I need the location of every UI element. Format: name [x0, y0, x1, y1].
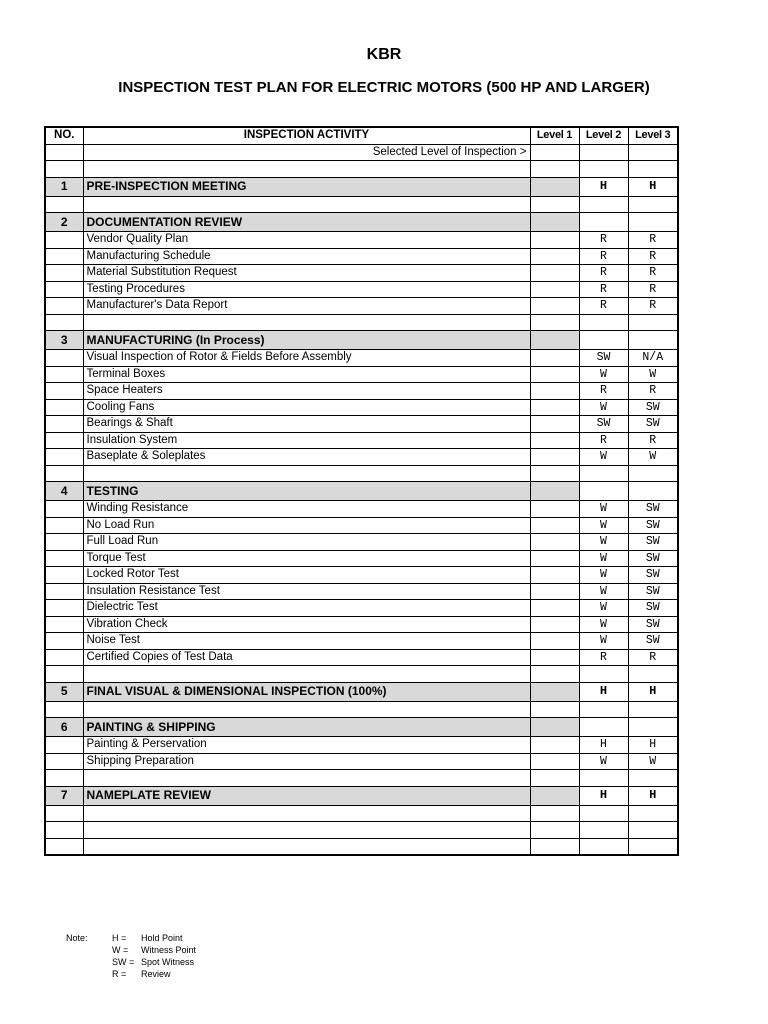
level-1-cell: [530, 399, 579, 416]
empty-cell: [83, 666, 530, 683]
level-1-cell: [530, 718, 579, 737]
empty-cell: [45, 616, 83, 633]
table-header-row: [45, 127, 678, 144]
level-2-cell: W: [579, 600, 628, 617]
document-title-clip: [40, 79, 728, 96]
activity-name: Shipping Preparation: [83, 753, 530, 770]
empty-cell: [45, 501, 83, 518]
level-2-cell: R: [579, 383, 628, 400]
blank-row: [45, 314, 678, 331]
legend-meaning: Spot Witness: [141, 957, 195, 967]
level-3-cell: W: [628, 753, 678, 770]
level-1-cell: [530, 449, 579, 466]
level-1-cell: [530, 583, 579, 600]
section-title: DOCUMENTATION REVIEW: [83, 213, 530, 232]
activity-name: Winding Resistance: [83, 501, 530, 518]
level-3-cell: SW: [628, 416, 678, 433]
empty-cell: [579, 822, 628, 839]
level-2-cell: [579, 718, 628, 737]
empty-cell: [628, 822, 678, 839]
level-1-cell: [530, 416, 579, 433]
activity-name: Manufacturing Schedule: [83, 248, 530, 265]
level-3-cell: R: [628, 281, 678, 298]
level-1-cell: [530, 600, 579, 617]
empty-cell: [83, 838, 530, 855]
empty-cell: [45, 449, 83, 466]
activity-row: [45, 248, 678, 265]
level-3-cell: R: [628, 649, 678, 666]
activity-row: [45, 550, 678, 567]
activity-row: [45, 350, 678, 367]
level-1-cell: [530, 649, 579, 666]
activity-row: [45, 449, 678, 466]
empty-cell: [83, 770, 530, 787]
section-row: [45, 213, 678, 232]
level-2-cell: [579, 331, 628, 350]
empty-cell: [628, 805, 678, 822]
activity-name: Cooling Fans: [83, 399, 530, 416]
empty-cell: [45, 432, 83, 449]
activity-name: Bearings & Shaft: [83, 416, 530, 433]
level-2-cell: W: [579, 366, 628, 383]
empty-cell: [530, 314, 579, 331]
activity-row: [45, 633, 678, 650]
section-row: [45, 177, 678, 196]
level-3-cell: R: [628, 265, 678, 282]
empty-cell: [579, 770, 628, 787]
section-row: [45, 331, 678, 350]
level-1-cell: [530, 482, 579, 501]
level-1-cell: [530, 567, 579, 584]
blank-row: [45, 161, 678, 178]
level-3-cell: W: [628, 366, 678, 383]
empty-cell: [45, 633, 83, 650]
empty-cell: [530, 196, 579, 213]
empty-cell: [45, 314, 83, 331]
section-number: 2: [45, 213, 83, 232]
empty-cell: [45, 517, 83, 534]
level-1-cell: [530, 350, 579, 367]
activity-row: [45, 232, 678, 249]
level-3-cell: H: [628, 786, 678, 805]
level-3-cell: SW: [628, 517, 678, 534]
blank-row: [45, 666, 678, 683]
level-2-cell: W: [579, 633, 628, 650]
level-3-cell: R: [628, 383, 678, 400]
level-3-cell: SW: [628, 534, 678, 551]
level-1-cell: [530, 786, 579, 805]
column-header-level-3: Level 3: [628, 127, 678, 144]
level-1-cell: [530, 265, 579, 282]
document-title: INSPECTION TEST PLAN FOR ELECTRIC MOTORS (500 HP AND LARGER): [118, 79, 650, 96]
empty-cell: [45, 416, 83, 433]
activity-name: Certified Copies of Test Data: [83, 649, 530, 666]
legend-abbreviation: SW =: [112, 957, 135, 967]
level-3-cell: R: [628, 232, 678, 249]
level-1-cell: [530, 177, 579, 196]
empty-cell: [530, 161, 579, 178]
activity-row: [45, 432, 678, 449]
level-3-cell: [628, 718, 678, 737]
level-3-cell: SW: [628, 399, 678, 416]
level-2-cell: W: [579, 616, 628, 633]
activity-name: Baseplate & Soleplates: [83, 449, 530, 466]
empty-cell: [628, 701, 678, 718]
activity-name: Insulation Resistance Test: [83, 583, 530, 600]
activity-name: Painting & Perservation: [83, 737, 530, 754]
level-1-cell: [530, 383, 579, 400]
empty-cell: [45, 701, 83, 718]
empty-cell: [628, 465, 678, 482]
activity-row: [45, 737, 678, 754]
level-2-cell: R: [579, 432, 628, 449]
level-2-cell: W: [579, 534, 628, 551]
level-3-cell: SW: [628, 600, 678, 617]
activity-name: Testing Procedures: [83, 281, 530, 298]
legend-meaning: Hold Point: [141, 933, 183, 943]
level-3-cell: SW: [628, 501, 678, 518]
level-1-cell: [530, 248, 579, 265]
empty-cell: [579, 838, 628, 855]
level-2-cell: [579, 482, 628, 501]
section-row: [45, 682, 678, 701]
activity-row: [45, 265, 678, 282]
empty-cell: [45, 298, 83, 315]
level-2-cell: H: [579, 177, 628, 196]
empty-cell: [45, 465, 83, 482]
blank-row: [45, 805, 678, 822]
level-2-cell: H: [579, 737, 628, 754]
empty-cell: [579, 805, 628, 822]
empty-cell: [45, 248, 83, 265]
column-header-level-2: Level 2: [579, 127, 628, 144]
empty-cell: [45, 383, 83, 400]
empty-cell: [45, 666, 83, 683]
level-1-cell: [530, 517, 579, 534]
section-title: PAINTING & SHIPPING: [83, 718, 530, 737]
empty-cell: [45, 161, 83, 178]
section-number: 1: [45, 177, 83, 196]
level-3-cell: SW: [628, 550, 678, 567]
section-title: FINAL VISUAL & DIMENSIONAL INSPECTION (100%): [83, 682, 530, 701]
level-3-cell: [628, 482, 678, 501]
empty-cell: [530, 666, 579, 683]
empty-cell: [83, 196, 530, 213]
empty-cell: [45, 196, 83, 213]
level-3-cell: SW: [628, 583, 678, 600]
level-2-cell: H: [579, 682, 628, 701]
activity-name: Noise Test: [83, 633, 530, 650]
level-1-cell: [530, 298, 579, 315]
empty-cell: [45, 281, 83, 298]
level-3-cell: [628, 213, 678, 232]
empty-cell: [45, 550, 83, 567]
empty-cell: [579, 465, 628, 482]
empty-cell: [45, 583, 83, 600]
empty-cell: [579, 161, 628, 178]
level-3-cell: SW: [628, 567, 678, 584]
level-2-cell: SW: [579, 416, 628, 433]
level-3-cell: N/A: [628, 350, 678, 367]
empty-cell: [45, 770, 83, 787]
activity-row: [45, 583, 678, 600]
activity-row: [45, 753, 678, 770]
activity-name: Vibration Check: [83, 616, 530, 633]
empty-cell: [579, 666, 628, 683]
level-2-cell: W: [579, 501, 628, 518]
empty-cell: [45, 600, 83, 617]
level-1-cell: [530, 616, 579, 633]
level-2-cell: H: [579, 786, 628, 805]
empty-cell: [83, 465, 530, 482]
selected-level-label: Selected Level of Inspection >: [83, 144, 530, 161]
level-3-cell: SW: [628, 633, 678, 650]
activity-name: Vendor Quality Plan: [83, 232, 530, 249]
level-1-cell: [530, 633, 579, 650]
empty-cell: [45, 753, 83, 770]
section-title: NAMEPLATE REVIEW: [83, 786, 530, 805]
empty-cell: [83, 314, 530, 331]
section-number: 5: [45, 682, 83, 701]
level-3-cell: R: [628, 248, 678, 265]
level-2-cell: R: [579, 265, 628, 282]
empty-cell: [579, 196, 628, 213]
empty-cell: [628, 770, 678, 787]
activity-row: [45, 383, 678, 400]
empty-cell: [45, 366, 83, 383]
activity-row: [45, 399, 678, 416]
activity-row: [45, 298, 678, 315]
section-number: 7: [45, 786, 83, 805]
blank-row: [45, 465, 678, 482]
level-3-cell: H: [628, 682, 678, 701]
blank-row: [45, 196, 678, 213]
level-1-cell: [530, 550, 579, 567]
empty-cell: [83, 822, 530, 839]
level-1-cell: [530, 281, 579, 298]
level-2-cell: R: [579, 248, 628, 265]
legend-meaning: Review: [141, 969, 171, 979]
empty-cell: [628, 196, 678, 213]
empty-cell: [628, 161, 678, 178]
level-1-cell: [530, 232, 579, 249]
activity-name: Full Load Run: [83, 534, 530, 551]
activity-name: Dielectric Test: [83, 600, 530, 617]
section-number: 3: [45, 331, 83, 350]
level-1-cell: [530, 753, 579, 770]
blank-row: [45, 822, 678, 839]
activity-row: [45, 416, 678, 433]
level-2-cell: W: [579, 399, 628, 416]
activity-name: Insulation System: [83, 432, 530, 449]
empty-cell: [530, 838, 579, 855]
legend-abbreviation: R =: [112, 969, 127, 979]
section-title: PRE-INSPECTION MEETING: [83, 177, 530, 196]
blank-row: [45, 701, 678, 718]
level-1-cell: [530, 366, 579, 383]
level-2-cell: R: [579, 281, 628, 298]
legend-meaning: Witness Point: [141, 945, 197, 955]
level-2-cell: W: [579, 550, 628, 567]
empty-cell: [45, 399, 83, 416]
activity-name: Material Substitution Request: [83, 265, 530, 282]
level-1-cell: [530, 737, 579, 754]
level-2-cell: R: [579, 232, 628, 249]
empty-cell: [45, 232, 83, 249]
section-title: TESTING: [83, 482, 530, 501]
empty-cell: [628, 314, 678, 331]
section-number: 6: [45, 718, 83, 737]
level-1-cell: [530, 432, 579, 449]
empty-cell: [45, 350, 83, 367]
activity-row: [45, 517, 678, 534]
level-2-cell: [579, 213, 628, 232]
section-row: [45, 786, 678, 805]
activity-row: [45, 616, 678, 633]
empty-cell: [83, 701, 530, 718]
column-header-no: NO.: [45, 127, 83, 144]
blank-row: [45, 838, 678, 855]
empty-cell: [45, 805, 83, 822]
activity-name: No Load Run: [83, 517, 530, 534]
activity-row: [45, 501, 678, 518]
level-1-cell: [530, 682, 579, 701]
level-3-cell: R: [628, 432, 678, 449]
empty-cell: [45, 737, 83, 754]
section-title: MANUFACTURING (In Process): [83, 331, 530, 350]
empty-cell: [628, 666, 678, 683]
level-3-cell: H: [628, 737, 678, 754]
level-1-cell: [530, 213, 579, 232]
level-2-cell: W: [579, 449, 628, 466]
level-2-cell: R: [579, 298, 628, 315]
level-1-cell: [530, 331, 579, 350]
empty-cell: [579, 314, 628, 331]
level-2-cell: W: [579, 567, 628, 584]
level-2-cell: W: [579, 753, 628, 770]
section-number: 4: [45, 482, 83, 501]
empty-cell: [530, 701, 579, 718]
empty-cell: [45, 144, 83, 161]
level-3-cell: W: [628, 449, 678, 466]
selected-level-1-cell: [530, 144, 579, 161]
blank-row: [45, 770, 678, 787]
empty-cell: [45, 649, 83, 666]
activity-name: Terminal Boxes: [83, 366, 530, 383]
level-1-cell: [530, 534, 579, 551]
selected-level-2-cell: [579, 144, 628, 161]
empty-cell: [83, 805, 530, 822]
empty-cell: [45, 534, 83, 551]
activity-name: Space Heaters: [83, 383, 530, 400]
empty-cell: [45, 265, 83, 282]
activity-name: Visual Inspection of Rotor & Fields Before Assembly: [83, 350, 530, 367]
level-2-cell: R: [579, 649, 628, 666]
level-2-cell: W: [579, 583, 628, 600]
legend-abbreviation: W =: [112, 945, 129, 955]
empty-cell: [579, 701, 628, 718]
empty-cell: [530, 822, 579, 839]
empty-cell: [45, 567, 83, 584]
activity-row: [45, 534, 678, 551]
empty-cell: [530, 770, 579, 787]
activity-name: Manufacturer's Data Report: [83, 298, 530, 315]
empty-cell: [45, 822, 83, 839]
activity-row: [45, 567, 678, 584]
level-3-cell: [628, 331, 678, 350]
activity-name: Torque Test: [83, 550, 530, 567]
empty-cell: [83, 161, 530, 178]
empty-cell: [530, 805, 579, 822]
inspection-test-plan-table: [44, 126, 679, 856]
level-3-cell: R: [628, 298, 678, 315]
empty-cell: [45, 838, 83, 855]
legend-abbreviation: H =: [112, 933, 127, 943]
level-2-cell: W: [579, 517, 628, 534]
empty-cell: [530, 465, 579, 482]
activity-row: [45, 600, 678, 617]
empty-cell: [628, 838, 678, 855]
level-2-cell: SW: [579, 350, 628, 367]
level-3-cell: H: [628, 177, 678, 196]
activity-row: [45, 281, 678, 298]
activity-name: Locked Rotor Test: [83, 567, 530, 584]
section-row: [45, 482, 678, 501]
column-header-level-1: Level 1: [530, 127, 579, 144]
column-header-activity: INSPECTION ACTIVITY: [83, 127, 530, 144]
company-name: KBR: [366, 46, 402, 63]
selected-level-3-cell: [628, 144, 678, 161]
activity-row: [45, 366, 678, 383]
level-1-cell: [530, 501, 579, 518]
selected-level-row: [45, 144, 678, 161]
section-row: [45, 718, 678, 737]
level-3-cell: SW: [628, 616, 678, 633]
notes-label: Note:: [66, 933, 88, 943]
activity-row: [45, 649, 678, 666]
